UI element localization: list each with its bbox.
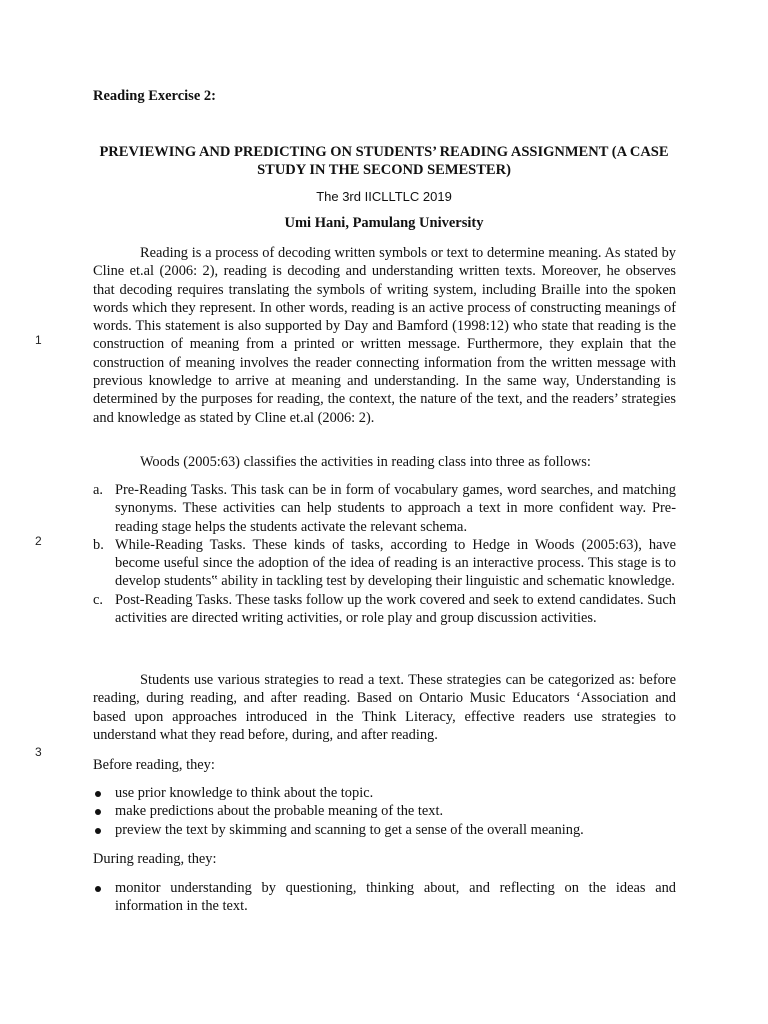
bullet-icon: [95, 791, 101, 797]
paragraph-strategies: Students use various strategies to read a text. These strategies can be categorized as: before reading, during reading, and after reading. Based on Ontario Music Educators ‘Association and based upon approaches introduced in the Think Literacy, effective readers use strategies to understand what they read before, during, and after reading.: [93, 672, 676, 743]
list-item-text: While-Reading Tasks. These kinds of tasks, according to Hedge in Woods (2005:63), have become useful since the adoption of the idea of reading is an interactive process. This stage is to develop students‟ ability in tackling test by developing their linguistic and schematic knowledge.: [115, 536, 676, 590]
list-item-text: Pre-Reading Tasks. This task can be in form of vocabulary games, word searches, and matching synonyms. These activities can help students to approach a text in more confident way. Pre-reading stage helps the students activate the relevant schema.: [115, 482, 676, 535]
list-item: [93, 784, 676, 802]
author-line: Umi Hani, Pamulang University: [284, 215, 484, 231]
list-marker: c.: [93, 591, 103, 608]
list-item: [93, 591, 676, 628]
before-reading-list: [93, 784, 676, 839]
paragraph-reading-definition: Reading is a process of decoding written symbols or text to determine meaning. As stated by Cline et.al (2006: 2), reading is decoding and understanding written texts. Moreover, he observes that decoding requires translating the symbols of writing system, including Braille into the spoken words which they represent. In other words, reading is an active process of constructing meanings of words. This statement is also supported by Day and Bamford (1998:12) who state that reading is the construction of meaning from a printed or written message. Furthermore, they explain that the construction of meaning involves the reader connecting information from the written message with previous knowledge to arrive at meaning and understanding. In the same way, Understanding is determined by the purposes for reading, the context, the nature of the text, and the readers’ strategies and knowledge as stated by Cline et.al (2006: 2).: [93, 245, 676, 426]
margin-line-number: 3: [35, 745, 42, 759]
document-title: PREVIEWING AND PREDICTING ON STUDENTS’ READING ASSIGNMENT (A CASE STUDY IN THE SECOND SEMESTER): [99, 144, 669, 178]
during-reading-heading: During reading, they:: [93, 851, 217, 867]
list-item: [93, 821, 676, 839]
margin-line-number: 2: [35, 534, 42, 548]
list-item-text: Post-Reading Tasks. These tasks follow up the work covered and seek to extend candidates. Such activities are directed writing activities, or role play and group discussion activities.: [115, 591, 676, 627]
list-item: [93, 481, 676, 536]
reading-activities-list: [93, 481, 676, 627]
list-marker: b.: [93, 536, 104, 553]
exercise-heading: Reading Exercise 2:: [93, 88, 216, 104]
list-item: [93, 879, 676, 916]
list-item: [93, 802, 676, 820]
list-item-text: use prior knowledge to think about the topic.: [115, 785, 374, 801]
before-reading-heading: Before reading, they:: [93, 757, 215, 773]
list-item-text: monitor understanding by questioning, thinking about, and reflecting on the ideas and information in the text.: [115, 880, 676, 915]
bullet-icon: [95, 809, 101, 815]
bullet-icon: [95, 886, 101, 892]
list-item-text: preview the text by skimming and scanning to get a sense of the overall meaning.: [115, 821, 584, 838]
list-marker: a.: [93, 482, 103, 498]
conference-label: The 3rd IICLLTLC 2019: [316, 189, 452, 204]
list-item-text: make predictions about the probable meaning of the text.: [115, 803, 444, 820]
margin-line-number: 1: [35, 333, 42, 347]
list-item: [93, 536, 676, 591]
during-reading-list: [93, 879, 676, 916]
paragraph-woods-intro: Woods (2005:63) classifies the activities in reading class into three as follows:: [140, 454, 591, 470]
bullet-icon: [95, 828, 101, 834]
